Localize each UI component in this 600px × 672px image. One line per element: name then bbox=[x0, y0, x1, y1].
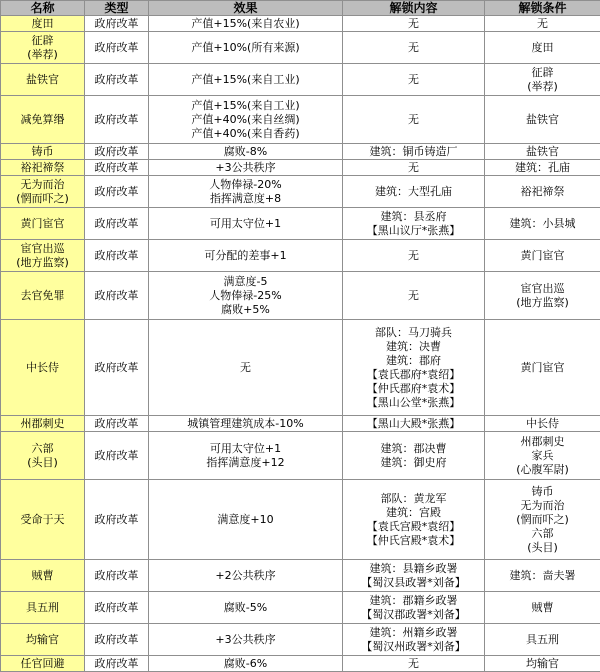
cell-text: 中长侍 bbox=[487, 417, 598, 431]
cell-text: 度田 bbox=[3, 17, 82, 31]
cell-text: 产值+40%(来自丝绸) bbox=[151, 113, 340, 127]
cell-unlock bbox=[343, 96, 485, 144]
cell-type bbox=[85, 208, 149, 240]
cell-text: 建筑：决曹 bbox=[345, 340, 482, 354]
table-row bbox=[1, 160, 600, 176]
table-row bbox=[1, 96, 600, 144]
cell-text: 【仲氏宫殿*袁术】 bbox=[345, 534, 482, 548]
cell-text: 建筑：御史府 bbox=[345, 456, 482, 470]
cell-condition bbox=[485, 16, 600, 32]
cell-effect bbox=[149, 144, 343, 160]
cell-text: 【蜀汉州政署*刘备】 bbox=[345, 640, 482, 654]
cell-effect bbox=[149, 320, 343, 416]
table-row bbox=[1, 176, 600, 208]
cell-text: 产值+10%(所有来源) bbox=[151, 41, 340, 55]
cell-text: 征辟 bbox=[487, 66, 598, 80]
cell-text: 受命于天 bbox=[3, 513, 82, 527]
cell-text: 具五刑 bbox=[3, 601, 82, 615]
cell-effect bbox=[149, 480, 343, 560]
cell-text: 无 bbox=[151, 361, 340, 375]
cell-effect bbox=[149, 96, 343, 144]
cell-text: 建筑：郡决曹 bbox=[345, 442, 482, 456]
cell-name bbox=[1, 16, 85, 32]
cell-type bbox=[85, 16, 149, 32]
cell-text: 政府改革 bbox=[87, 41, 146, 55]
cell-text: 贼曹 bbox=[3, 569, 82, 583]
cell-name bbox=[1, 32, 85, 64]
cell-condition bbox=[485, 32, 600, 64]
cell-condition bbox=[485, 64, 600, 96]
cell-name bbox=[1, 272, 85, 320]
cell-effect bbox=[149, 32, 343, 64]
cell-text: 建筑：县籍乡政署 bbox=[345, 562, 482, 576]
cell-type bbox=[85, 432, 149, 480]
table-row bbox=[1, 480, 600, 560]
cell-text: (地方监察) bbox=[3, 256, 82, 270]
cell-text: 产值+15%(来自农业) bbox=[151, 17, 340, 31]
table-row bbox=[1, 208, 600, 240]
cell-text: +2公共秩序 bbox=[151, 569, 340, 583]
cell-text: 建筑：县丞府 bbox=[345, 210, 482, 224]
cell-text: 任官回避 bbox=[3, 657, 82, 671]
cell-text: 腐败-6% bbox=[151, 657, 340, 671]
cell-text: (举荐) bbox=[487, 80, 598, 94]
cell-text: (惘而吓之) bbox=[487, 513, 598, 527]
cell-text: 贼曹 bbox=[487, 601, 598, 615]
cell-text: +3公共秩序 bbox=[151, 161, 340, 175]
cell-name bbox=[1, 240, 85, 272]
cell-type bbox=[85, 416, 149, 432]
cell-text: 六部 bbox=[3, 442, 82, 456]
cell-text: 无 bbox=[345, 657, 482, 671]
cell-text: 政府改革 bbox=[87, 145, 146, 159]
cell-text: 可用太守位+1 bbox=[151, 217, 340, 231]
cell-effect bbox=[149, 592, 343, 624]
cell-text: 宦官出巡 bbox=[487, 282, 598, 296]
cell-text: 【袁氏郡府*袁绍】 bbox=[345, 368, 482, 382]
cell-type bbox=[85, 176, 149, 208]
cell-type bbox=[85, 96, 149, 144]
cell-effect bbox=[149, 272, 343, 320]
cell-unlock bbox=[343, 176, 485, 208]
table-row bbox=[1, 560, 600, 592]
cell-condition bbox=[485, 560, 600, 592]
table-row bbox=[1, 272, 600, 320]
cell-text: 政府改革 bbox=[87, 449, 146, 463]
header-name: 名称 bbox=[1, 1, 85, 16]
cell-text: 无为而治 bbox=[487, 499, 598, 513]
cell-text: 无 bbox=[345, 289, 482, 303]
cell-text: 减免算缗 bbox=[3, 113, 82, 127]
cell-text: 政府改革 bbox=[87, 73, 146, 87]
table-row bbox=[1, 32, 600, 64]
cell-text: 无 bbox=[345, 73, 482, 87]
cell-unlock bbox=[343, 272, 485, 320]
cell-name bbox=[1, 144, 85, 160]
cell-effect bbox=[149, 208, 343, 240]
cell-text: 州郡刺史 bbox=[487, 435, 598, 449]
cell-text: 政府改革 bbox=[87, 601, 146, 615]
cell-text: 均输官 bbox=[3, 633, 82, 647]
table-row bbox=[1, 320, 600, 416]
cell-text: 裕祀禘祭 bbox=[3, 161, 82, 175]
cell-text: 【袁氏宫殿*袁绍】 bbox=[345, 520, 482, 534]
cell-condition bbox=[485, 272, 600, 320]
cell-text: 政府改革 bbox=[87, 289, 146, 303]
cell-text: 黄门宦官 bbox=[487, 361, 598, 375]
cell-text: 均输官 bbox=[487, 657, 598, 671]
cell-text: 指挥满意度+12 bbox=[151, 456, 340, 470]
cell-condition bbox=[485, 320, 600, 416]
cell-text: 政府改革 bbox=[87, 633, 146, 647]
cell-condition bbox=[485, 592, 600, 624]
cell-text: (心腹军尉) bbox=[487, 463, 598, 477]
cell-text: 黄门宦官 bbox=[3, 217, 82, 231]
cell-text: 政府改革 bbox=[87, 217, 146, 231]
header-condition: 解锁条件 bbox=[485, 1, 600, 16]
cell-name bbox=[1, 416, 85, 432]
cell-text: 无 bbox=[345, 17, 482, 31]
cell-condition bbox=[485, 480, 600, 560]
header-unlock: 解锁内容 bbox=[343, 1, 485, 16]
cell-text: 【黑山公堂*张燕】 bbox=[345, 396, 482, 410]
cell-condition bbox=[485, 240, 600, 272]
cell-text: 建筑：宫殿 bbox=[345, 506, 482, 520]
cell-type bbox=[85, 240, 149, 272]
cell-text: 建筑：郡籍乡政署 bbox=[345, 594, 482, 608]
cell-text: 人物俸禄-20% bbox=[151, 178, 340, 192]
cell-text: 政府改革 bbox=[87, 361, 146, 375]
cell-type bbox=[85, 32, 149, 64]
cell-type bbox=[85, 624, 149, 656]
cell-text: (头目) bbox=[487, 541, 598, 555]
cell-unlock bbox=[343, 144, 485, 160]
cell-text: 可分配的差事+1 bbox=[151, 249, 340, 263]
cell-condition bbox=[485, 144, 600, 160]
cell-text: 无 bbox=[345, 161, 482, 175]
cell-text: 产值+40%(来自香药) bbox=[151, 127, 340, 141]
cell-text: (地方监察) bbox=[487, 296, 598, 310]
cell-unlock bbox=[343, 320, 485, 416]
cell-text: 六部 bbox=[487, 527, 598, 541]
cell-text: 政府改革 bbox=[87, 185, 146, 199]
cell-unlock bbox=[343, 32, 485, 64]
table-row bbox=[1, 64, 600, 96]
cell-text: 政府改革 bbox=[87, 113, 146, 127]
cell-text: 可用太守位+1 bbox=[151, 442, 340, 456]
cell-type bbox=[85, 272, 149, 320]
cell-text: 政府改革 bbox=[87, 417, 146, 431]
cell-text: 盐铁官 bbox=[3, 73, 82, 87]
cell-text: 政府改革 bbox=[87, 161, 146, 175]
cell-condition bbox=[485, 416, 600, 432]
cell-text: 无为而治 bbox=[3, 178, 82, 192]
cell-type bbox=[85, 656, 149, 672]
cell-text: 宦官出巡 bbox=[3, 242, 82, 256]
cell-unlock bbox=[343, 416, 485, 432]
cell-name bbox=[1, 560, 85, 592]
cell-effect bbox=[149, 64, 343, 96]
header-type: 类型 bbox=[85, 1, 149, 16]
cell-text: 无 bbox=[345, 113, 482, 127]
cell-text: 【仲氏郡府*袁术】 bbox=[345, 382, 482, 396]
cell-text: 产值+15%(来自工业) bbox=[151, 73, 340, 87]
cell-name bbox=[1, 480, 85, 560]
cell-name bbox=[1, 432, 85, 480]
cell-condition bbox=[485, 176, 600, 208]
cell-unlock bbox=[343, 16, 485, 32]
cell-condition bbox=[485, 624, 600, 656]
cell-text: 无 bbox=[345, 249, 482, 263]
cell-type bbox=[85, 320, 149, 416]
cell-text: (头目) bbox=[3, 456, 82, 470]
cell-condition bbox=[485, 208, 600, 240]
cell-text: 产值+15%(来自工业) bbox=[151, 99, 340, 113]
cell-effect bbox=[149, 160, 343, 176]
cell-text: 盐铁官 bbox=[487, 145, 598, 159]
cell-type bbox=[85, 64, 149, 96]
cell-unlock bbox=[343, 208, 485, 240]
cell-text: 【蜀汉县政署*刘备】 bbox=[345, 576, 482, 590]
cell-effect bbox=[149, 240, 343, 272]
cell-type bbox=[85, 160, 149, 176]
cell-text: 无 bbox=[345, 41, 482, 55]
cell-condition bbox=[485, 432, 600, 480]
table-row bbox=[1, 416, 600, 432]
cell-text: 黄门宦官 bbox=[487, 249, 598, 263]
cell-unlock bbox=[343, 480, 485, 560]
cell-unlock bbox=[343, 432, 485, 480]
cell-unlock bbox=[343, 624, 485, 656]
cell-text: 【蜀汉郡政署*刘备】 bbox=[345, 608, 482, 622]
cell-effect bbox=[149, 560, 343, 592]
cell-unlock bbox=[343, 656, 485, 672]
cell-text: (惘而吓之) bbox=[3, 192, 82, 206]
cell-text: 征辟 bbox=[3, 34, 82, 48]
table-row bbox=[1, 240, 600, 272]
header-effect: 效果 bbox=[149, 1, 343, 16]
cell-text: 腐败-5% bbox=[151, 601, 340, 615]
cell-text: 人物俸禄-25% bbox=[151, 289, 340, 303]
cell-text: 具五刑 bbox=[487, 633, 598, 647]
header-row bbox=[1, 1, 600, 16]
cell-text: 无 bbox=[487, 17, 598, 31]
table-row bbox=[1, 624, 600, 656]
cell-text: 铸币 bbox=[487, 485, 598, 499]
cell-text: 【黑山大殿*张燕】 bbox=[345, 417, 482, 431]
cell-text: 政府改革 bbox=[87, 513, 146, 527]
cell-name bbox=[1, 176, 85, 208]
cell-condition bbox=[485, 656, 600, 672]
cell-name bbox=[1, 624, 85, 656]
table-row bbox=[1, 592, 600, 624]
cell-text: 建筑：小县城 bbox=[487, 217, 598, 231]
cell-text: +3公共秩序 bbox=[151, 633, 340, 647]
cell-text: 建筑：铜币铸造厂 bbox=[345, 145, 482, 159]
cell-text: 腐败-8% bbox=[151, 145, 340, 159]
cell-text: 家兵 bbox=[487, 449, 598, 463]
cell-unlock bbox=[343, 160, 485, 176]
cell-text: 腐败+5% bbox=[151, 303, 340, 317]
cell-type bbox=[85, 480, 149, 560]
cell-name bbox=[1, 320, 85, 416]
cell-text: 铸币 bbox=[3, 145, 82, 159]
cell-type bbox=[85, 560, 149, 592]
cell-unlock bbox=[343, 592, 485, 624]
cell-text: 中长侍 bbox=[3, 361, 82, 375]
table-row bbox=[1, 432, 600, 480]
cell-condition bbox=[485, 160, 600, 176]
cell-text: 政府改革 bbox=[87, 17, 146, 31]
cell-unlock bbox=[343, 240, 485, 272]
cell-text: 满意度+10 bbox=[151, 513, 340, 527]
cell-text: 部队：马刀骑兵 bbox=[345, 326, 482, 340]
table-row bbox=[1, 656, 600, 672]
cell-effect bbox=[149, 16, 343, 32]
cell-effect bbox=[149, 432, 343, 480]
cell-text: 部队：黄龙军 bbox=[345, 492, 482, 506]
cell-effect bbox=[149, 656, 343, 672]
cell-name bbox=[1, 160, 85, 176]
cell-text: 建筑：孔庙 bbox=[487, 161, 598, 175]
cell-text: 盐铁官 bbox=[487, 113, 598, 127]
cell-condition bbox=[485, 96, 600, 144]
cell-text: 政府改革 bbox=[87, 249, 146, 263]
cell-text: 政府改革 bbox=[87, 569, 146, 583]
cell-name bbox=[1, 592, 85, 624]
cell-text: 指挥满意度+8 bbox=[151, 192, 340, 206]
cell-text: 政府改革 bbox=[87, 657, 146, 671]
cell-text: (举荐) bbox=[3, 48, 82, 62]
cell-text: 建筑：州籍乡政署 bbox=[345, 626, 482, 640]
cell-effect bbox=[149, 176, 343, 208]
cell-name bbox=[1, 64, 85, 96]
cell-effect bbox=[149, 624, 343, 656]
cell-text: 建筑：郡府 bbox=[345, 354, 482, 368]
cell-effect bbox=[149, 416, 343, 432]
cell-name bbox=[1, 96, 85, 144]
cell-text: 满意度-5 bbox=[151, 275, 340, 289]
cell-name bbox=[1, 208, 85, 240]
cell-type bbox=[85, 592, 149, 624]
cell-text: 去官免罪 bbox=[3, 289, 82, 303]
cell-text: 建筑：大型孔庙 bbox=[345, 185, 482, 199]
cell-type bbox=[85, 144, 149, 160]
cell-text: 城镇管理建筑成本-10% bbox=[151, 417, 340, 431]
cell-text: 裕祀禘祭 bbox=[487, 185, 598, 199]
cell-text: 度田 bbox=[487, 41, 598, 55]
cell-name bbox=[1, 656, 85, 672]
table-row bbox=[1, 144, 600, 160]
cell-text: 建筑：啬夫署 bbox=[487, 569, 598, 583]
table-row bbox=[1, 16, 600, 32]
table-body bbox=[1, 16, 600, 672]
cell-text: 【黑山议厅*张燕】 bbox=[345, 224, 482, 238]
cell-unlock bbox=[343, 560, 485, 592]
cell-unlock bbox=[343, 64, 485, 96]
cell-text: 州郡刺史 bbox=[3, 417, 82, 431]
